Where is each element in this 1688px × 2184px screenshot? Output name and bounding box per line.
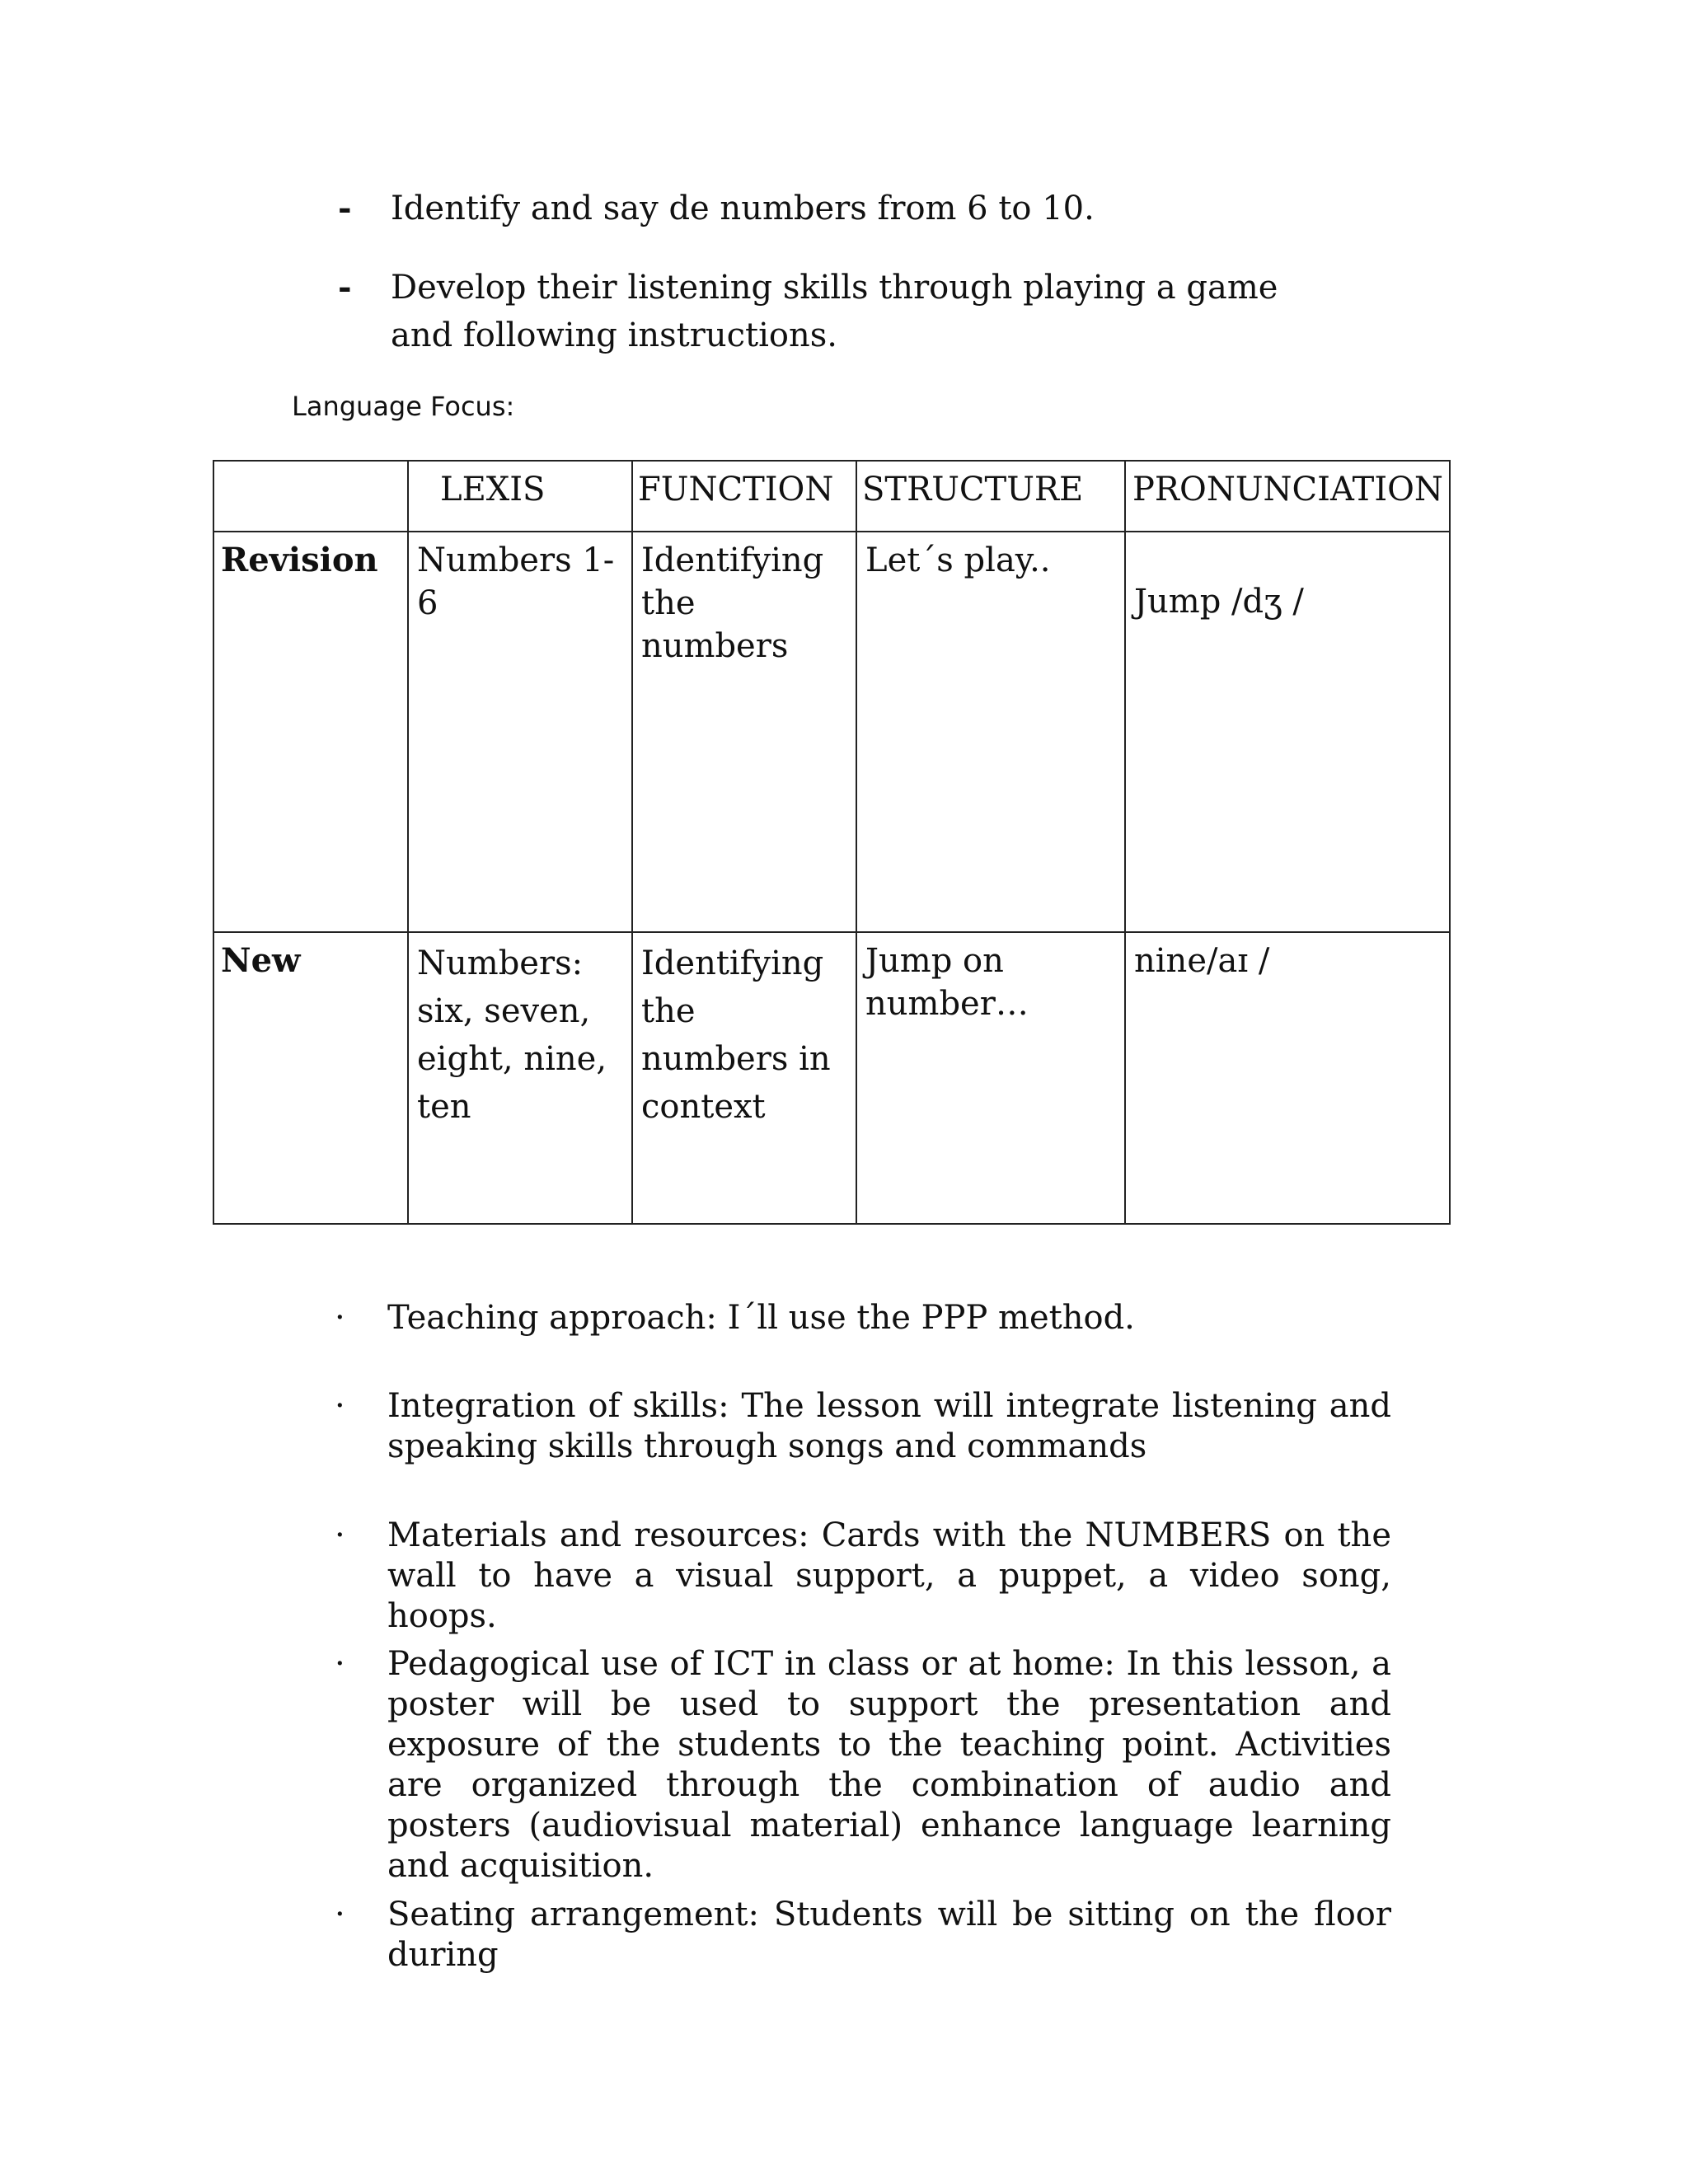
header-function: FUNCTION [632,461,856,532]
cell-lexis: Numbers 1-6 [408,532,632,932]
dash-marker: - [338,189,352,227]
table-header-row [213,461,1450,532]
language-focus-table [213,460,1451,1225]
cell-pronunciation: nine/aɪ / [1125,932,1450,1224]
table-row [213,932,1450,1224]
bullet-text: Teaching approach: I´ll use the PPP method. [387,1299,1135,1337]
objective-text: Develop their listening skills through playing a game and following instructions. [391,269,1278,354]
language-focus-label: Language Focus: [292,391,515,422]
table-row [213,532,1450,932]
header-blank [213,461,408,532]
bullet-text: Materials and resources: Cards with the NUMBERS on the wall to have a visual support, a puppet, a video song, hoops. [387,1516,1391,1635]
cell-structure: Jump on number… [856,932,1125,1224]
cell-pronunciation: Jump /dʒ / [1125,532,1450,932]
objective-text: Identify and say de numbers from 6 to 10. [391,190,1095,227]
header-structure: STRUCTURE [856,461,1125,532]
bullet-marker: · [335,1645,345,1683]
bullet-marker: · [335,1299,345,1337]
cell-structure: Let´s play.. [856,532,1125,932]
bullet-marker: · [335,1387,345,1425]
bullet-marker: · [335,1896,345,1933]
bullet-text: Seating arrangement: Students will be sitting on the floor during [387,1896,1391,1974]
bullet-text: Pedagogical use of ICT in class or at home: In this lesson, a poster will be used to support the presentation and exposure of the students to the teaching point. Activities are organized through the combination of audio and posters (audiovisual material) enhance language learning and acquisition. [387,1645,1391,1885]
header-pronunciation: PRONUNCIATION [1125,461,1450,532]
cell-function: Identifying the numbers [632,532,856,932]
cell-function: Identifying the numbers in context [632,932,856,1224]
row-label-new: New [213,932,408,1224]
bullet-marker: · [335,1516,345,1554]
dash-marker: - [338,268,352,307]
cell-lexis: Numbers: six, seven, eight, nine, ten [408,932,632,1224]
header-lexis: LEXIS [408,461,632,532]
row-label-revision: Revision [213,532,408,932]
bullet-text: Integration of skills: The lesson will integrate listening and speaking skills through songs and commands [387,1387,1391,1465]
